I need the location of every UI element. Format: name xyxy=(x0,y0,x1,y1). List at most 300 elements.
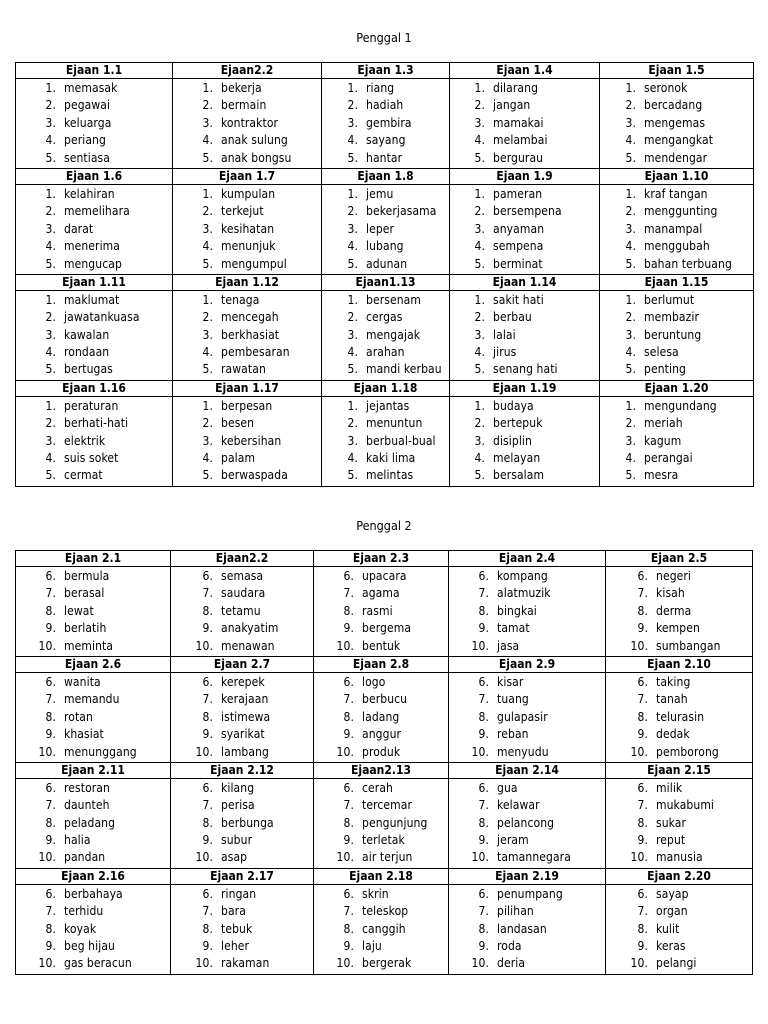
item-number: 5. xyxy=(625,150,636,165)
ejaan-header: Ejaan 2.12 xyxy=(171,762,314,778)
word-item xyxy=(173,309,321,326)
spelling-word: membazir xyxy=(644,310,700,325)
word-list-cell xyxy=(606,778,753,868)
word-item xyxy=(600,115,753,132)
spelling-word: besen xyxy=(221,416,255,431)
spelling-word: sakit hati xyxy=(493,292,544,307)
word-item xyxy=(314,726,448,743)
word-item xyxy=(314,674,448,691)
item-number: 5. xyxy=(474,150,485,165)
spelling-word: kebersihan xyxy=(221,433,282,448)
word-list xyxy=(173,185,321,274)
item-number: 3. xyxy=(625,327,636,342)
item-number: 4. xyxy=(625,451,636,466)
spelling-word: bergurau xyxy=(493,150,544,165)
word-item xyxy=(322,292,449,309)
word-item xyxy=(600,309,753,326)
word-list xyxy=(449,779,605,868)
item-number: 5. xyxy=(45,256,56,271)
spelling-word: anyaman xyxy=(493,221,545,236)
spelling-word: upacara xyxy=(362,569,407,583)
spelling-word: memelihara xyxy=(64,204,130,219)
ejaan-header: Ejaan 2.14 xyxy=(449,762,606,778)
spelling-word: maklumat xyxy=(64,292,120,307)
spelling-word: melambai xyxy=(493,133,548,148)
item-number: 5. xyxy=(474,362,485,377)
item-number: 8. xyxy=(478,603,489,618)
word-list-cell xyxy=(16,778,171,868)
word-list xyxy=(314,673,448,762)
item-number: 1. xyxy=(625,81,636,95)
word-item xyxy=(16,832,170,849)
ejaan-header: Ejaan 2.17 xyxy=(171,868,314,884)
item-number: 8. xyxy=(343,815,354,830)
item-number: 2. xyxy=(625,416,636,431)
word-list xyxy=(449,885,605,974)
spelling-word: peladang xyxy=(64,815,116,830)
word-item xyxy=(16,256,172,273)
item-number: 10. xyxy=(38,638,56,653)
spelling-word: berminat xyxy=(493,256,543,271)
item-number: 1. xyxy=(45,81,56,95)
spelling-word: menggubah xyxy=(644,239,710,254)
spelling-word: daunteh xyxy=(64,798,110,813)
word-list-cell xyxy=(450,184,600,274)
spelling-word: tercemar xyxy=(362,798,412,813)
word-list-cell xyxy=(600,396,754,486)
word-item xyxy=(173,344,321,361)
item-number: 9. xyxy=(637,939,648,954)
spelling-word: periang xyxy=(64,133,106,148)
item-number: 8. xyxy=(45,603,56,618)
spelling-word: berwaspada xyxy=(221,468,288,483)
word-item xyxy=(314,849,448,866)
item-number: 8. xyxy=(45,815,56,830)
spelling-word: lewat xyxy=(64,603,94,618)
spelling-word: mengajak xyxy=(366,327,421,342)
word-item xyxy=(606,709,752,726)
word-item xyxy=(171,921,313,938)
item-number: 4. xyxy=(45,345,56,360)
word-item xyxy=(449,797,605,814)
word-item xyxy=(16,450,172,467)
item-number: 8. xyxy=(478,709,489,724)
spelling-word: ladang xyxy=(362,709,400,724)
item-number: 8. xyxy=(343,603,354,618)
word-list xyxy=(16,397,172,486)
spelling-word: berasal xyxy=(64,586,105,601)
item-number: 3. xyxy=(347,433,358,448)
spelling-word: berlatih xyxy=(64,621,107,636)
spelling-word: air terjun xyxy=(362,850,413,865)
word-item xyxy=(449,832,605,849)
spelling-word: kesihatan xyxy=(221,221,275,236)
word-item xyxy=(322,433,449,450)
item-number: 7. xyxy=(478,904,489,919)
item-number: 10. xyxy=(336,956,354,971)
word-item xyxy=(314,955,448,972)
spelling-word: rakaman xyxy=(221,956,270,971)
word-list xyxy=(171,779,313,868)
word-item xyxy=(171,797,313,814)
word-list-cell xyxy=(16,79,173,169)
word-item xyxy=(600,238,753,255)
item-number: 9. xyxy=(202,833,213,848)
item-number: 7. xyxy=(637,692,648,707)
spelling-word: suis soket xyxy=(64,451,119,466)
item-number: 6. xyxy=(45,674,56,689)
ejaan-header: Ejaan 2.3 xyxy=(314,551,449,567)
item-number: 9. xyxy=(478,727,489,742)
item-number: 1. xyxy=(625,398,636,413)
word-list-cell xyxy=(449,778,606,868)
item-number: 10. xyxy=(336,744,354,759)
item-number: 4. xyxy=(474,451,485,466)
spelling-word: pengunjung xyxy=(362,815,428,830)
item-number: 2. xyxy=(347,98,358,113)
spelling-word: jejantas xyxy=(366,398,410,413)
item-number: 6. xyxy=(202,674,213,689)
spelling-word: kulit xyxy=(656,921,680,936)
word-item xyxy=(600,344,753,361)
item-number: 4. xyxy=(347,133,358,148)
item-number: 4. xyxy=(45,451,56,466)
word-item xyxy=(173,467,321,484)
ejaan-header: Ejaan 2.9 xyxy=(449,656,606,672)
item-number: 9. xyxy=(45,939,56,954)
ejaan-header: Ejaan 1.11 xyxy=(16,274,173,290)
spelling-word: cerah xyxy=(362,780,393,795)
item-number: 5. xyxy=(625,468,636,483)
item-number: 7. xyxy=(202,798,213,813)
word-item xyxy=(322,361,449,378)
spelling-word: agama xyxy=(362,586,400,601)
spelling-word: anak sulung xyxy=(221,133,288,148)
item-number: 3. xyxy=(625,433,636,448)
spelling-word: saudara xyxy=(221,586,266,601)
spelling-word: mengemas xyxy=(644,115,706,130)
word-list xyxy=(322,397,449,486)
item-number: 7. xyxy=(343,798,354,813)
word-item xyxy=(314,744,448,761)
word-item xyxy=(16,797,170,814)
word-list-cell xyxy=(16,184,173,274)
item-number: 1. xyxy=(347,186,358,201)
word-item xyxy=(606,620,752,637)
spelling-word: meriah xyxy=(644,416,683,431)
item-number: 7. xyxy=(478,586,489,601)
spelling-word: adunan xyxy=(366,256,408,271)
spelling-word: hantar xyxy=(366,150,403,165)
item-number: 5. xyxy=(347,150,358,165)
word-list xyxy=(450,397,599,486)
item-number: 2. xyxy=(347,204,358,219)
spelling-word: halia xyxy=(64,833,91,848)
word-list xyxy=(606,673,752,762)
item-number: 3. xyxy=(474,327,485,342)
word-item xyxy=(600,450,753,467)
word-list-cell xyxy=(173,396,322,486)
word-list-cell xyxy=(450,79,600,169)
item-number: 4. xyxy=(474,239,485,254)
word-item xyxy=(314,638,448,655)
item-number: 9. xyxy=(478,833,489,848)
spelling-word: pameran xyxy=(493,186,543,201)
word-item xyxy=(173,327,321,344)
item-number: 5. xyxy=(202,256,213,271)
spelling-word: bersempena xyxy=(493,204,562,219)
spelling-word: sayap xyxy=(656,886,689,901)
word-item xyxy=(173,115,321,132)
item-number: 7. xyxy=(45,904,56,919)
item-number: 5. xyxy=(347,256,358,271)
word-item xyxy=(16,433,172,450)
word-item xyxy=(16,726,170,743)
spelling-word: leher xyxy=(221,939,250,954)
item-number: 3. xyxy=(347,327,358,342)
word-item xyxy=(322,344,449,361)
spelling-word: laju xyxy=(362,939,382,954)
spelling-word: anak bongsu xyxy=(221,150,292,165)
item-number: 2. xyxy=(45,310,56,325)
item-number: 6. xyxy=(478,886,489,901)
spelling-word: sumbangan xyxy=(656,638,721,653)
item-number: 7. xyxy=(637,904,648,919)
spelling-word: bara xyxy=(221,904,246,919)
word-list-cell xyxy=(600,184,754,274)
word-item xyxy=(314,603,448,620)
item-number: 10. xyxy=(38,956,56,971)
item-number: 10. xyxy=(38,744,56,759)
word-list-cell xyxy=(314,884,449,974)
item-number: 9. xyxy=(202,727,213,742)
word-item xyxy=(173,150,321,167)
item-number: 3. xyxy=(625,221,636,236)
spelling-word: penumpang xyxy=(497,886,563,901)
word-item xyxy=(314,832,448,849)
spelling-word: terletak xyxy=(362,833,405,848)
spelling-word: bingkai xyxy=(497,603,537,618)
spelling-word: tenaga xyxy=(221,292,260,307)
word-list xyxy=(171,567,313,656)
word-item xyxy=(16,674,170,691)
item-number: 7. xyxy=(202,692,213,707)
ejaan-header: Ejaan 2.19 xyxy=(449,868,606,884)
word-item xyxy=(16,115,172,132)
item-number: 4. xyxy=(347,451,358,466)
word-item xyxy=(171,638,313,655)
word-item xyxy=(450,433,599,450)
word-list-cell xyxy=(314,567,449,657)
word-item xyxy=(16,886,170,903)
word-item xyxy=(314,903,448,920)
spelling-word: kisah xyxy=(656,586,685,601)
word-list xyxy=(600,185,753,274)
ejaan-header: Ejaan 1.8 xyxy=(322,168,450,184)
item-number: 7. xyxy=(45,798,56,813)
item-number: 10. xyxy=(195,744,213,759)
word-item xyxy=(314,886,448,903)
word-list xyxy=(171,885,313,974)
spelling-word: menerima xyxy=(64,239,121,254)
word-item xyxy=(449,620,605,637)
item-number: 1. xyxy=(347,292,358,307)
spelling-word: penting xyxy=(644,362,686,377)
word-item xyxy=(171,815,313,832)
word-item xyxy=(450,221,599,238)
spelling-word: gas beracun xyxy=(64,956,132,971)
word-item xyxy=(450,467,599,484)
spelling-word: pilihan xyxy=(497,904,534,919)
spelling-word: kontraktor xyxy=(221,115,279,130)
item-number: 10. xyxy=(471,744,489,759)
spelling-word: lubang xyxy=(366,239,404,254)
item-number: 10. xyxy=(630,850,648,865)
spelling-word: bekerja xyxy=(221,81,262,95)
item-number: 5. xyxy=(625,362,636,377)
spelling-word: menunggang xyxy=(64,744,137,759)
item-number: 1. xyxy=(474,398,485,413)
ejaan-header: Ejaan2.2 xyxy=(171,551,314,567)
spelling-word: taking xyxy=(656,674,691,689)
spelling-word: gembira xyxy=(366,115,412,130)
item-number: 9. xyxy=(637,621,648,636)
spelling-word: mesra xyxy=(644,468,679,483)
item-number: 8. xyxy=(202,815,213,830)
item-number: 2. xyxy=(625,310,636,325)
spelling-word: meminta xyxy=(64,638,114,653)
word-item xyxy=(16,903,170,920)
spelling-word: sayang xyxy=(366,133,406,148)
word-item xyxy=(16,80,172,97)
word-item xyxy=(171,603,313,620)
word-item xyxy=(322,221,449,238)
word-item xyxy=(322,150,449,167)
spelling-word: jangan xyxy=(493,98,531,113)
word-item xyxy=(600,415,753,432)
spelling-word: bersenam xyxy=(366,292,421,307)
word-item xyxy=(322,97,449,114)
word-list-cell xyxy=(322,79,450,169)
word-list xyxy=(16,779,170,868)
spelling-word: bermula xyxy=(64,569,110,583)
word-item xyxy=(449,603,605,620)
spelling-word: kagum xyxy=(644,433,682,448)
item-number: 8. xyxy=(637,815,648,830)
word-list-cell xyxy=(322,290,450,380)
item-number: 5. xyxy=(202,468,213,483)
word-item xyxy=(606,832,752,849)
item-number: 4. xyxy=(202,345,213,360)
ejaan-header: Ejaan2.13 xyxy=(314,762,449,778)
spelling-word: tanah xyxy=(656,692,688,707)
spelling-word: pelangi xyxy=(656,956,697,971)
spelling-word: palam xyxy=(221,451,256,466)
item-number: 5. xyxy=(347,468,358,483)
word-item xyxy=(322,256,449,273)
item-number: 6. xyxy=(478,674,489,689)
word-item xyxy=(173,186,321,203)
spelling-word: kerepek xyxy=(221,674,265,689)
spelling-word: subur xyxy=(221,833,253,848)
word-list xyxy=(449,673,605,762)
spelling-word: mamakai xyxy=(493,115,544,130)
word-item xyxy=(171,691,313,708)
spelling-word: dilarang xyxy=(493,81,539,95)
ejaan-header: Ejaan 2.16 xyxy=(16,868,171,884)
item-number: 4. xyxy=(45,239,56,254)
spelling-word: khasiat xyxy=(64,727,104,742)
word-item xyxy=(171,938,313,955)
spelling-word: rondaan xyxy=(64,345,110,360)
item-number: 2. xyxy=(45,98,56,113)
word-item xyxy=(600,97,753,114)
item-number: 1. xyxy=(202,186,213,201)
item-number: 1. xyxy=(202,81,213,95)
spelling-word: bersalam xyxy=(493,468,545,483)
spelling-word: kilang xyxy=(221,780,255,795)
word-list-cell xyxy=(171,672,314,762)
item-number: 2. xyxy=(45,416,56,431)
spelling-word: canggih xyxy=(362,921,406,936)
word-list-cell xyxy=(16,396,173,486)
word-list xyxy=(322,185,449,274)
item-number: 2. xyxy=(625,204,636,219)
word-item xyxy=(322,398,449,415)
word-item xyxy=(171,568,313,585)
spelling-word: berkhasiat xyxy=(221,327,280,342)
spelling-word: mendengar xyxy=(644,150,708,165)
word-list-cell xyxy=(449,672,606,762)
spelling-word: bertepuk xyxy=(493,416,543,431)
word-item xyxy=(449,780,605,797)
spelling-word: rasmi xyxy=(362,603,393,618)
item-number: 5. xyxy=(474,468,485,483)
item-number: 7. xyxy=(45,586,56,601)
item-number: 2. xyxy=(625,98,636,113)
word-list-cell xyxy=(314,672,449,762)
item-number: 4. xyxy=(202,239,213,254)
spelling-word: berpesan xyxy=(221,398,273,413)
spelling-word: jeram xyxy=(497,833,529,848)
word-item xyxy=(322,132,449,149)
item-number: 3. xyxy=(45,115,56,130)
word-item xyxy=(16,709,170,726)
spelling-word: menunjuk xyxy=(221,239,276,254)
item-number: 2. xyxy=(202,416,213,431)
item-number: 6. xyxy=(478,569,489,583)
word-item xyxy=(606,955,752,972)
word-item xyxy=(449,903,605,920)
ejaan-header: Ejaan 1.15 xyxy=(600,274,754,290)
word-item xyxy=(600,433,753,450)
word-item xyxy=(322,467,449,484)
word-item xyxy=(16,292,172,309)
spelling-word: mengumpul xyxy=(221,256,287,271)
spelling-word: kompang xyxy=(497,569,548,583)
item-number: 7. xyxy=(478,692,489,707)
spelling-word: berbunga xyxy=(221,815,274,830)
word-item xyxy=(16,921,170,938)
spelling-word: jirus xyxy=(493,345,517,360)
item-number: 3. xyxy=(45,433,56,448)
word-list xyxy=(450,185,599,274)
spelling-word: kumpulan xyxy=(221,186,276,201)
word-item xyxy=(449,849,605,866)
word-item xyxy=(606,726,752,743)
spelling-word: milik xyxy=(656,780,683,795)
ejaan-header: Ejaan 2.6 xyxy=(16,656,171,672)
